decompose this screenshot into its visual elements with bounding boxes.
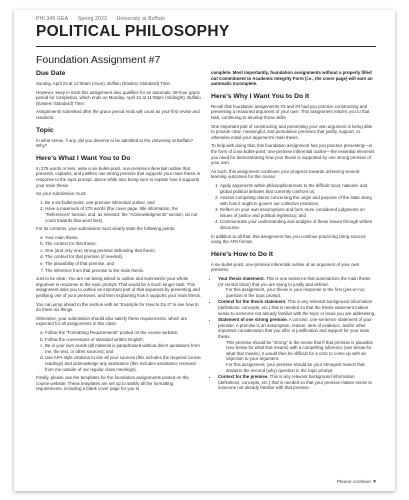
list-item: a. Follow the “Formatting Requirements” posted on the course website; bbox=[45, 330, 201, 336]
left-column bbox=[36, 70, 201, 395]
list-item: b. Follow the conventions of standard written English; bbox=[45, 337, 201, 343]
list-item: d. The context for that premise (if needed), bbox=[45, 254, 201, 260]
list-item: c. Be in your own words (all material is paraphrased without direct quotations from me, the text, or other sources); and bbox=[45, 343, 201, 354]
bullet-subtext: This premise should be “strong” in the sense that if that premise is plausible (see below for what that means) with a compelling inference (see below for what that means), it would then be difficult for a critic to come up with an objection to your argument. bbox=[226, 339, 373, 362]
bullet-text: A concise, one-sentence statement of your premise. A premise is an assumption, reason, item of evidence, and/or other important consideration that you offer in justification and support for your main thesis. bbox=[218, 317, 372, 339]
list-item: 4. Communicate your understanding and analysis of these issues through written discourse. bbox=[220, 219, 376, 230]
due-paragraph: However, keep in mind this assignment also qualifies for an automatic 36-hour grace period for completion, which ends on Monday, April 24 at 11:59pm (midnight), Buffalo (Eastern Standard) Time. bbox=[36, 89, 201, 106]
list-item: 1. Apply arguments within philosophical texts to the difficult local, national, and global political debates that currently confront us; bbox=[220, 183, 376, 194]
want-paragraph: For its contents, your submission must clearly state the following points: bbox=[36, 226, 176, 232]
list-item bbox=[218, 299, 376, 316]
course-code: PHI 345 GEA bbox=[36, 16, 69, 22]
list-item: a. Your main thesis, bbox=[45, 235, 201, 241]
list-item bbox=[218, 276, 376, 298]
list-item: 1. Be a six-bullet-point, one-premise inferential outline, and bbox=[45, 200, 201, 206]
right-column bbox=[211, 70, 376, 395]
list-item: f. The inference from that premise to the main thesis. bbox=[45, 268, 201, 274]
cover-page-note: complete. Most importantly, foundation assignments without a properly filled out Commitment to Academic Integrity Form (i.e., the cover page) will earn an automatic Incomplete. bbox=[211, 70, 373, 87]
due-paragraph: Assignments submitted after the grace period ends will count as your first revise and resubmit. bbox=[36, 109, 200, 120]
why-paragraph: As such, this assignment continues your progress towards achieving several learning outcomes for the course: bbox=[211, 168, 360, 180]
list-item: d. Use APA-style citations to cite all your sources (this includes the required course readings) and acknowledge any assistance (this includes assistance received from me outside of our regular class meetings). bbox=[45, 355, 201, 372]
want-paragraph: Otherwise, your submission should also satisfy these requirements, which are expected for all assignments in this class: bbox=[36, 315, 188, 327]
list-item: e. The plausibility of that premise, and bbox=[45, 261, 201, 267]
course-school: University at Buffalo bbox=[116, 16, 166, 22]
bullet-subtext: For this assignment, your thesis is your response to the first (yes-or-no) question in the topic prompt. bbox=[226, 287, 365, 298]
why-paragraph: In addition to all that, this assignment has you continue practicing citing sources using the APA format. bbox=[211, 233, 366, 245]
document-body bbox=[36, 70, 376, 395]
list-item: 2. Have a maximum of 275 words (the cover page, title information, the “References” section, and, as relevant, the “Acknowledgments” section, do not count towards that word limit). bbox=[45, 206, 201, 223]
how-heading: Here’s How to Do It bbox=[211, 250, 274, 258]
why-paragraph: Recall that foundation assignments #3 and #4 had you practice constructing and presenting a reasoned argument of your own. This assignment returns you to that task, continuing to develop those skills. bbox=[211, 103, 370, 120]
topic-paragraph: In what sense, if any, did you deserve to be admitted to the University at Buffalo? Why? bbox=[36, 137, 194, 149]
bullet-label: Context for the premise. bbox=[218, 374, 269, 380]
list-item: 2. Assess competing claims concerning the origin and purpose of the state along with how it ought to govern our collective practices; bbox=[220, 195, 376, 206]
due-paragraph: Sunday, April 23 at 12:00am (noon), Buffalo (Eastern Standard) Time. bbox=[36, 81, 172, 86]
why-paragraph: To help with doing that, this foundation assignment has you practice presenting—in the form of a six-bullet-point, one-premise inferential outline—the essential elements you need for demonstrating how your thesis is supported by one strong premise of your own. bbox=[211, 143, 375, 166]
list-item: b. The context for that thesis, bbox=[45, 241, 201, 247]
document-page bbox=[14, 10, 395, 491]
list-item bbox=[218, 317, 376, 373]
bullet-text: This is any relevant background information (definitions, concepts, etc.) that is needed so that the thesis statement makes sense to someone not already familiar with the topic or issue you are addressing. bbox=[218, 299, 376, 316]
course-info bbox=[36, 16, 376, 22]
want-paragraph: Finally, please use the templates for the foundation assignments posted on the course website. These templates are set up to satisfy all the formatting requirements, including a blank cover page for you to bbox=[36, 375, 189, 392]
bullet-text: This is one sentence that summarizes the main thesis (or central claim) that you are trying to justify and defend. bbox=[218, 276, 371, 287]
due-heading: Due Date bbox=[36, 70, 66, 77]
why-heading: Here’s Why I Want You to Do It bbox=[211, 92, 310, 100]
bullet-text: This is any relevant background information (definitions, concepts, etc.) that is needed so that your premise makes sense to someone not already familiar with that premise. bbox=[218, 374, 372, 391]
bullet-label: Statement of one strong premise. bbox=[218, 317, 288, 323]
want-paragraph: Just to be clear: You are not being asked to outline and summarize your whole argument in response to the topic prompt. That would be a much longer task. This assignment asks you to outline an important part of that argument by presenting and justifying one of your premises, and then explaining how it supports your main thesis. bbox=[36, 276, 201, 299]
continue-note: Please continue ▼ bbox=[336, 480, 377, 485]
how-paragraph: A six-bullet-point, one-premise inferential outline of an argument of your own presents: bbox=[211, 261, 360, 273]
assignment-title: Foundation Assignment #7 bbox=[36, 54, 161, 66]
want-paragraph: In 275 words or less, write a six-bullet-point, one-premise inferential outline that presents, explains, and justifies one strong premise that supports your main thesis in response to the topic prompt, above while also being sure to explain how it supports your main thesis. bbox=[36, 165, 201, 188]
list-item: c. One (and only one) strong premise defending that thesis, bbox=[45, 248, 201, 254]
want-heading: Here’s What I Want You to Do bbox=[36, 154, 131, 162]
course-title: POLITICAL PHILOSOPHY bbox=[36, 23, 230, 40]
document-header bbox=[36, 16, 376, 66]
title-divider bbox=[36, 46, 376, 47]
list-item: 3. Reflect on your own assumptions and form more considered judgments on issues of justice and political legitimacy; and bbox=[220, 207, 376, 218]
list-item bbox=[218, 374, 376, 391]
bullet-label: Context for the thesis statement. bbox=[218, 299, 287, 305]
bullet-subtext: For this assignment, your premise should be your strongest reason that answers the second (why) question in the topic prompt. bbox=[226, 361, 365, 373]
why-paragraph: One important part of constructing and presenting your own argument is being able to provide clear, meaningful, and persuasive premises that justify, support, or otherwise entail your argument’s main thesis. bbox=[211, 123, 373, 140]
topic-heading: Topic bbox=[36, 126, 54, 134]
want-paragraph: So your submission must: bbox=[36, 191, 87, 197]
bullet-label: Your thesis statement. bbox=[218, 276, 265, 282]
course-term: Spring 2023 bbox=[77, 16, 107, 22]
want-paragraph: You can jump ahead to the section with an “Example for How to Do It” to see how to do these six things. bbox=[36, 301, 199, 313]
